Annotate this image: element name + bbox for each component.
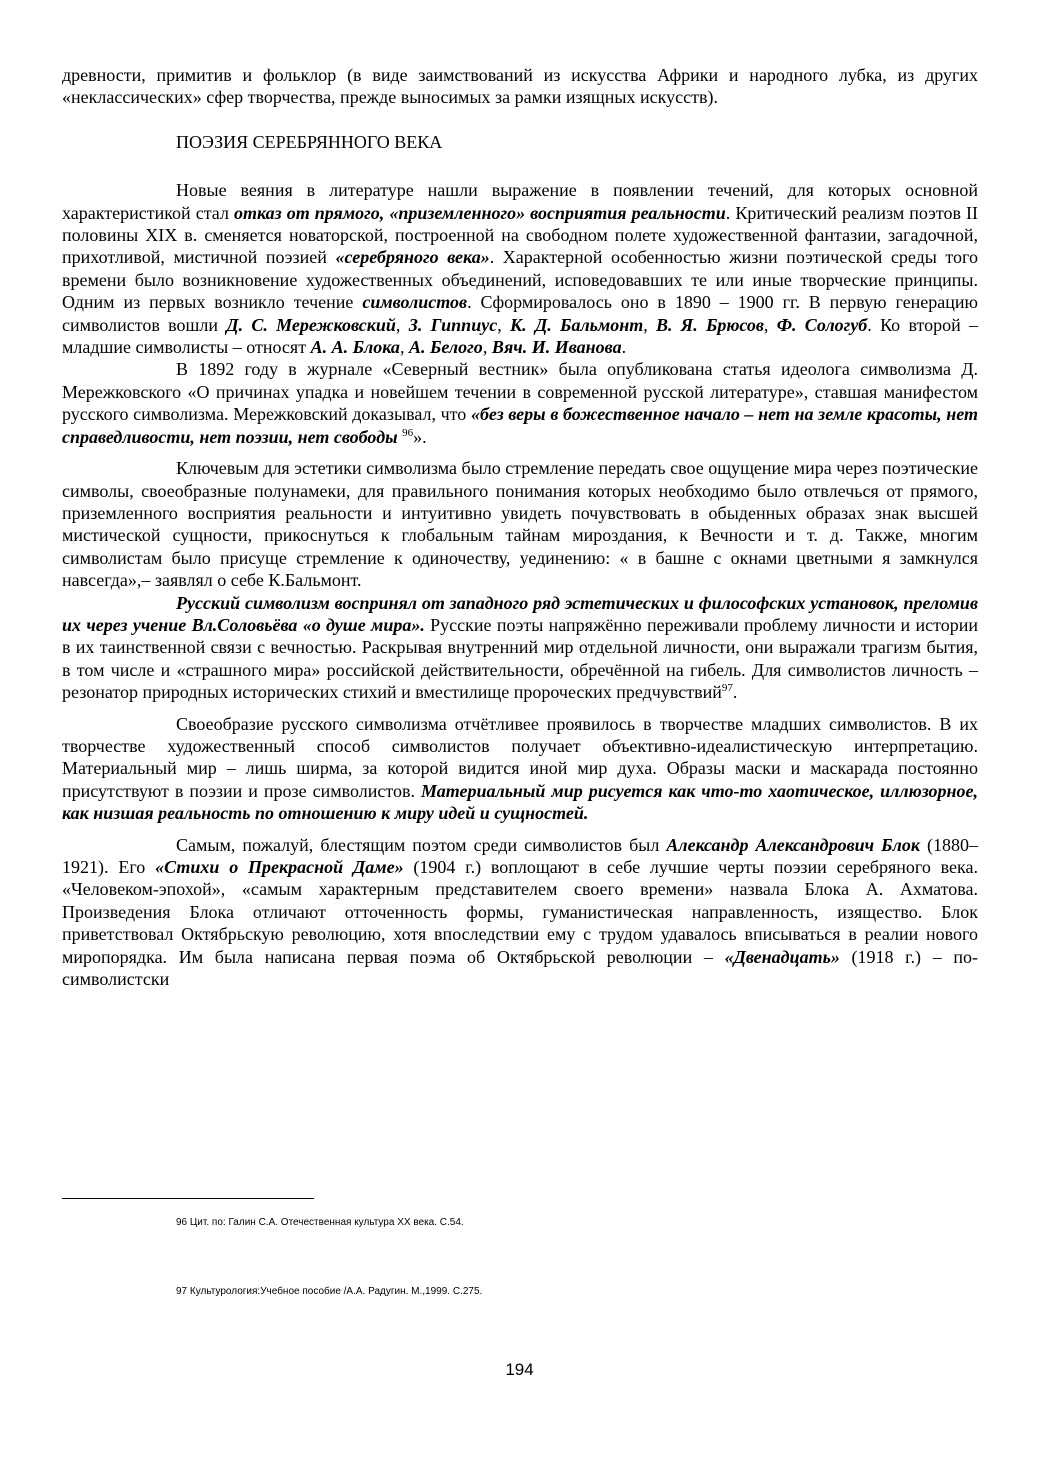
section-heading: ПОЭЗИЯ СЕРЕБРЯННОГО ВЕКА xyxy=(176,131,443,152)
paragraph-continuation: древности, примитив и фольклор (в виде заимствований из искусства Африки и народного лубка, из других «неклассических» сфер творчества, прежде выносимых за рамки изящных искусств). xyxy=(62,65,978,108)
paragraph-new-trends: Новые веяния в литературе нашли выражение в появлении течений, для которых основной характеристикой стал отказ от прямого, «приземленного» восприятия реальности. Критический реализм поэтов II половины XIX в. сменяется новаторской, построенной на свободном полете художественной фантазии, загадочной, прихотливой, мистичной поэзией «серебряного века». Характерной особенностью жизни поэтической среды того времени было возникновение художественных объединений, исповедовавших те или иные творческие принципы. Одним из первых возникло течение символистов. Сформировалось оно в 1890 – 1900 гг. В первую генерацию символистов вошли Д. С. Мережковский, З. Гиппиус, К. Д. Бальмонт, В. Я. Брюсов, Ф. Сологуб. Ко второй – младшие символисты – относят А. А. Блока, А. Белого, Вяч. И. Иванова. xyxy=(62,180,979,358)
footnote-96: 96 Цит. по: Галин С.А. Отечественная культура XX века. С.54. xyxy=(176,1217,464,1228)
paragraph-manifesto: В 1892 году в журнале «Северный вестник» была опубликована статья идеолога символизма Д. Мережковского «О причинах упадка и новейшем течении в современной русской литературе», ставшая манифестом русского символизма. Мережковский доказывал, что «без веры в божественное начало – нет на земле красоты, нет справедливости, нет поэзии, нет свободы $^{96}$». xyxy=(62,359,978,447)
paragraph-blok: Самым, пожалуй, блестящим поэтом среди символистов был Александр Александрович Блок (1880–1921). Его «Стихи о Прекрасной Даме» (1904 г.) воплощают в себе лучшие черты поэзии серебряного века. «Человеком-эпохой», «самым характерным представителем своего времени» назвала Блока А. Ахматова. Произведения Блока отличают отточенность формы, гуманистическая направленность, изящество. Блок приветствовал Октябрьскую революцию, хотя впоследствии ему с трудом удавалось вписываться в реалии нового миропорядка. Им была написана первая поэма об Октябрьской революции – «Двенадцать» (1918 г.) – по-символистски xyxy=(62,834,979,990)
body-text xyxy=(62,64,978,990)
footnote-97: 97 Культурология:Учебное пособие /А.А. Радугин. М.,1999. С.275. xyxy=(176,1286,483,1297)
page-number: 194 xyxy=(505,1360,534,1379)
paragraph-aesthetics: Ключевым для эстетики символизма было стремление передать свое ощущение мира через поэтические символы, своеобразные полунамеки, для правильного понимания которых необходимо было отвлечься от прямого, приземленного восприятия реальности и интуитивно увидеть почувствовать в обыденных образах знак высшей мистической сущности, прикоснуться к глобальным тайнам мироздания, к Вечности и т. д. Также, многим символистам было присуще стремление к одиночеству, уединению: « в башне с окнами цветными я замкнулся навсегда»,– заявлял о себе К.Бальмонт. xyxy=(62,458,978,591)
footnote-ref-97[interactable]: 97 xyxy=(721,682,733,695)
footnote-separator xyxy=(62,1198,314,1199)
paragraph-young-symbolists: Своеобразие русского символизма отчётливее проявилось в творчестве младших символистов. В их творчестве художественный способ символистов получает объективно-идеалистическую интерпретацию. Материальный мир – лишь ширма, за которой видится иной мир духа. Образы маски и маскарада постоянно присутствуют в поэзии и прозе символистов. Материальный мир рисуется как что-то хаотическое, иллюзорное, как низшая реальность по отношению к миру идей и сущностей. xyxy=(62,713,978,824)
footnote-ref-96[interactable]: 96 xyxy=(402,426,414,439)
paragraph-russian-symbolism: Русский символизм воспринял от западного ряд эстетических и философских установок, преломив их через учение Вл.Соловьёва «о душе мира». Русские поэты напряжённо переживали проблему личности и истории в их таинственной связи с вечностью. Раскрывая внутренний мир отдельной личности, они выражали трагизм бытия, в том числе и «страшного мира» российской действительности, обречённой на гибель. Для символистов личность – резонатор природных исторических стихий и вместилище пророческих предчувствий$^{97}$. xyxy=(62,592,978,703)
